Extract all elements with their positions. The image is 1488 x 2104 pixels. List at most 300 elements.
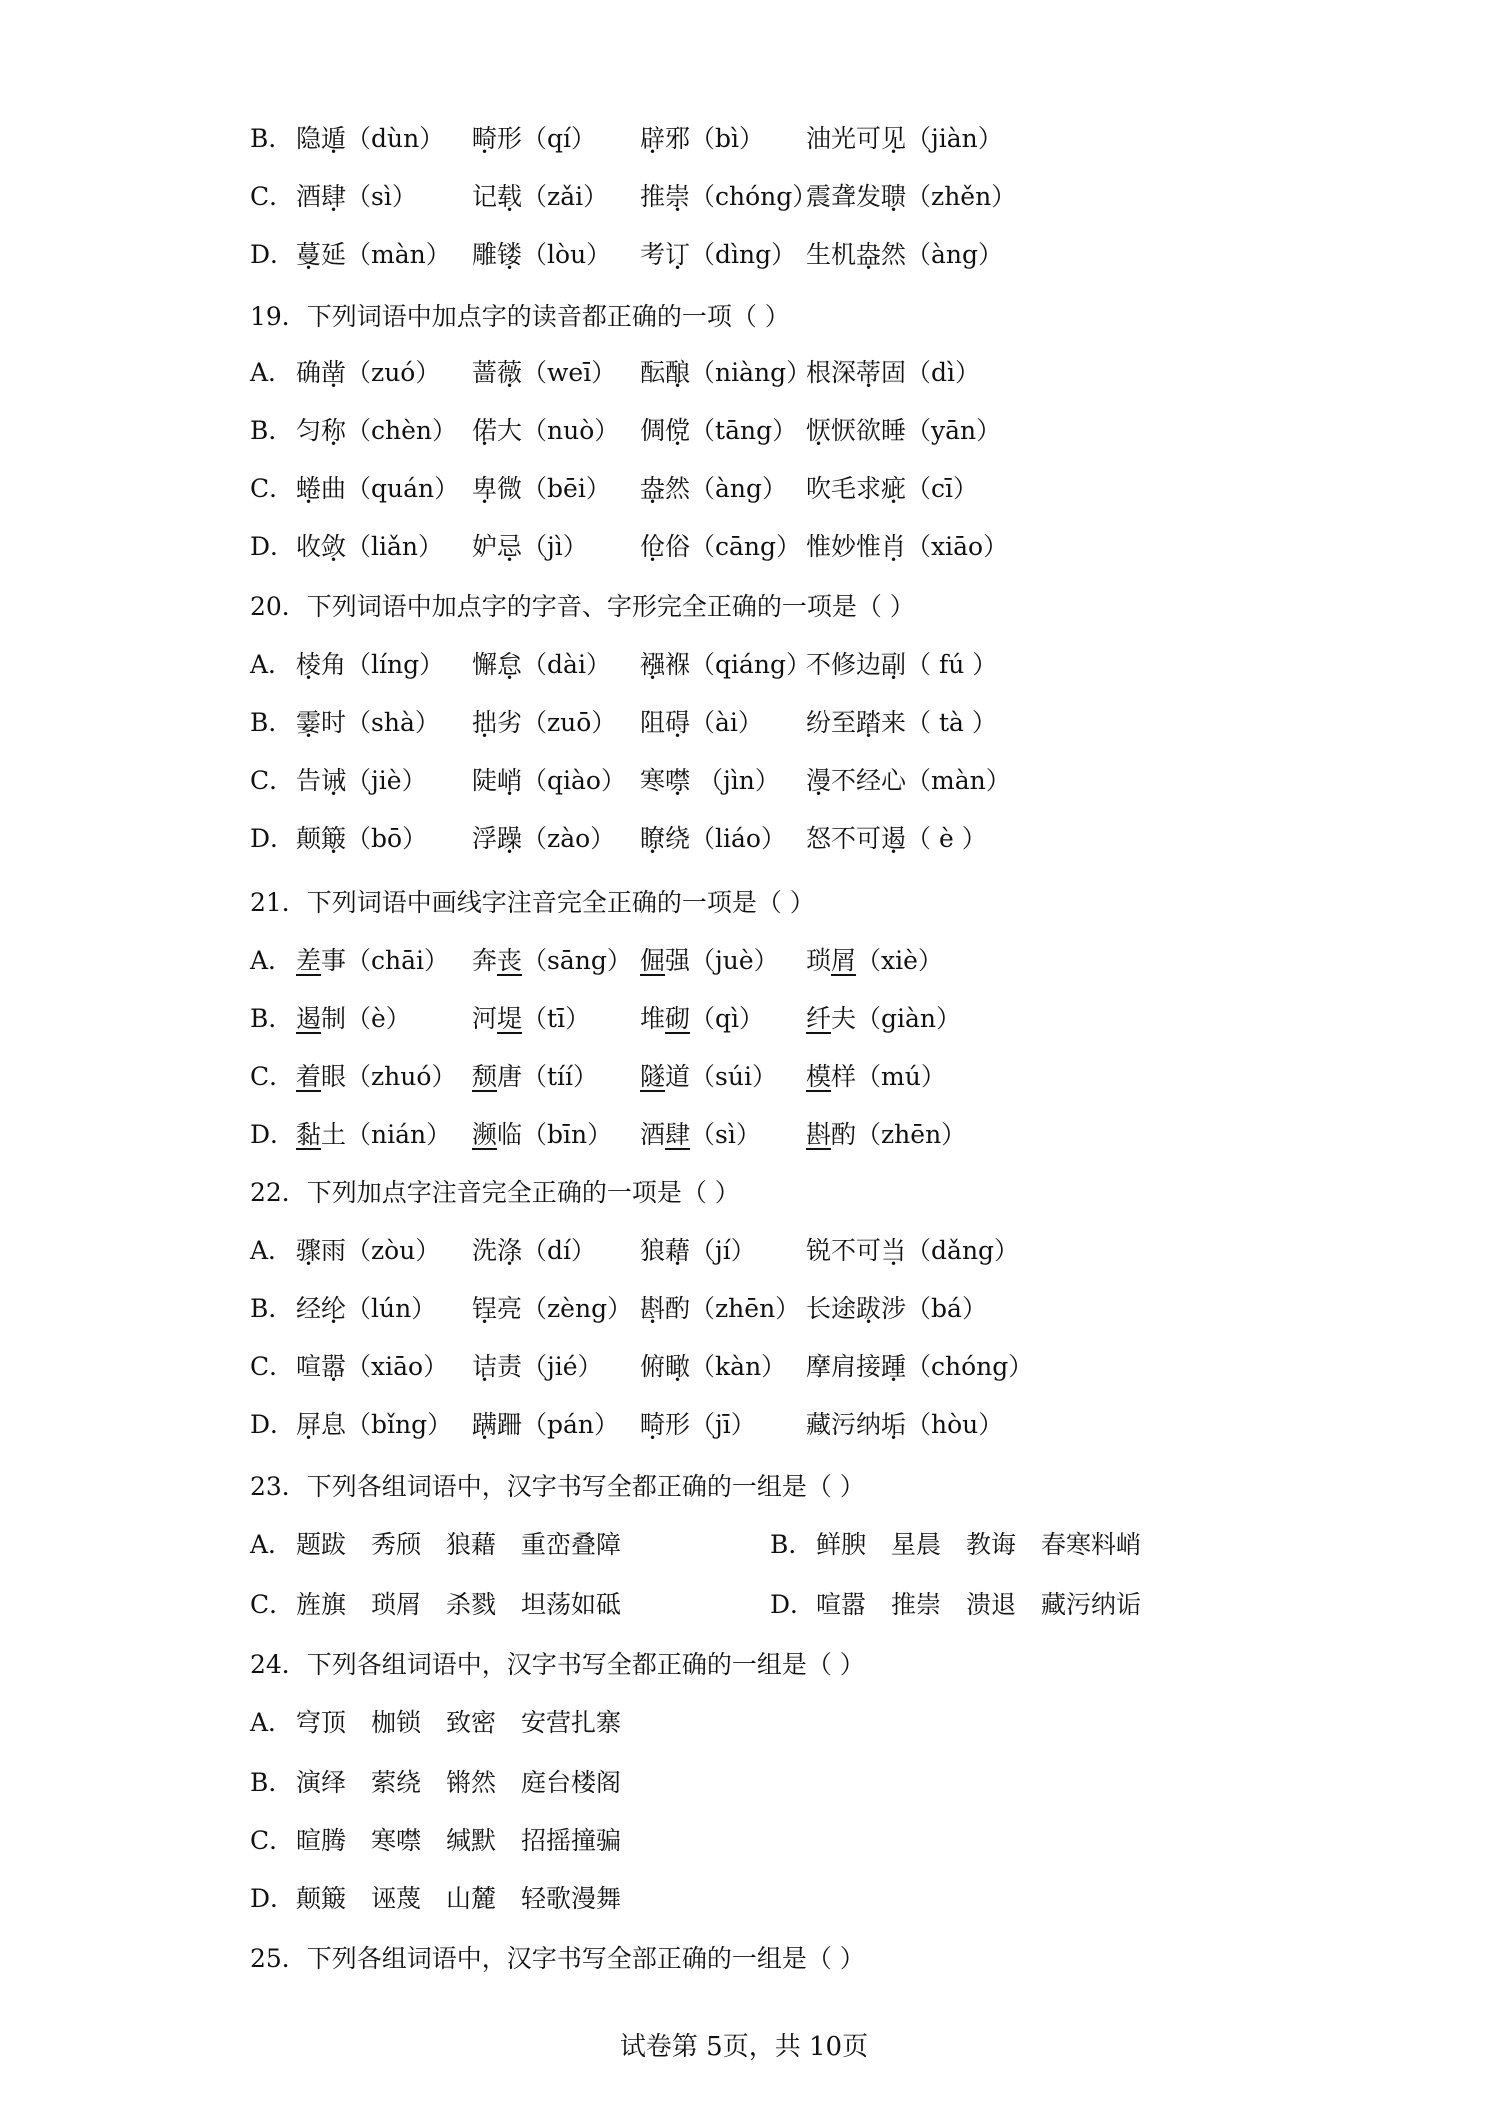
option-letter: C． <box>250 182 295 211</box>
q18-option-b <box>250 122 1003 156</box>
word-suffix-pinyin: （jiè） <box>346 766 427 795</box>
word-prefix: 匀 <box>296 416 322 445</box>
word-item <box>806 764 1011 798</box>
word-item <box>472 1350 603 1384</box>
word-suffix-pinyin: 形（jī） <box>665 1410 756 1439</box>
word-suffix-pinyin: （xiāo） <box>906 532 1009 561</box>
q24-option-c-text: 暄腾 寒噤 缄默 招摇撞骗 <box>296 1826 622 1855</box>
q23-stem: 23．下列各组词语中，汉字书写全都正确的一组是（ ） <box>250 1472 865 1501</box>
word-item <box>806 122 1003 156</box>
word-item <box>296 944 449 978</box>
word-item <box>296 238 451 272</box>
word-suffix-pinyin: （cī） <box>906 474 979 503</box>
word-suffix-pinyin: 来（ tà ） <box>881 708 997 737</box>
q25-stem: 25．下列各组词语中，汉字书写全部正确的一组是（ ） <box>250 1944 865 1973</box>
word-item <box>296 764 427 798</box>
word-suffix-pinyin: 责（jié） <box>497 1352 603 1381</box>
word-suffix-pinyin: （jì） <box>522 532 588 561</box>
dotted-char: 怠 <box>497 650 523 679</box>
dotted-char: 锃 <box>472 1294 498 1323</box>
word-suffix-pinyin: 延（màn） <box>321 240 451 269</box>
dotted-char: 镂 <box>497 240 523 269</box>
word-suffix-pinyin: （sāng） <box>522 946 632 975</box>
q23-option-b-letter: B． <box>770 1530 814 1559</box>
dotted-char: 偌 <box>472 416 498 445</box>
word-suffix-pinyin: （chèn） <box>346 416 458 445</box>
option-letter: A． <box>250 650 294 679</box>
dotted-char: 踏 <box>856 708 882 737</box>
word-suffix-pinyin: 临（bīn） <box>497 1120 613 1149</box>
dotted-char: 见 <box>881 124 907 153</box>
word-item <box>296 1350 448 1384</box>
word-prefix: 酒 <box>640 1120 666 1149</box>
word-suffix-pinyin: （sì） <box>690 1120 761 1149</box>
word-item <box>806 1234 1019 1268</box>
word-suffix-pinyin: （qiào） <box>522 766 626 795</box>
underlined-char: 屑 <box>831 946 857 975</box>
word-item <box>472 1118 612 1152</box>
dotted-char: 瞰 <box>665 1352 691 1381</box>
option-letter: B． <box>250 708 294 737</box>
word-item <box>472 1002 590 1036</box>
word-prefix: 收 <box>296 532 322 561</box>
word-prefix: 确 <box>296 358 322 387</box>
word-prefix: 倜 <box>640 416 666 445</box>
word-prefix: 锐不可 <box>806 1236 882 1265</box>
dotted-char: 蜷 <box>296 474 322 503</box>
word-suffix-pinyin: 夫（giàn） <box>831 1004 962 1033</box>
word-prefix: 震聋发 <box>806 182 882 211</box>
word-prefix: 纷至 <box>806 708 857 737</box>
word-suffix-pinyin: 亮（zèng） <box>497 1294 633 1323</box>
page-footer: 试卷第 5页，共 10页 <box>619 2032 869 2062</box>
dotted-char: 称 <box>321 416 347 445</box>
word-item <box>472 1292 632 1326</box>
word-suffix-pinyin: 邪（bì） <box>665 124 765 153</box>
word-item <box>296 122 444 156</box>
q24-option-d <box>250 1882 621 1916</box>
word-suffix-pinyin: （zhěn） <box>906 182 1017 211</box>
word-item <box>472 822 615 856</box>
dotted-char: 诫 <box>321 766 347 795</box>
word-suffix-pinyin: 绕（liáo） <box>665 824 786 853</box>
word-prefix: 陡 <box>472 766 498 795</box>
word-item <box>640 472 787 506</box>
word-item <box>472 180 608 214</box>
dotted-char: 副 <box>881 650 907 679</box>
dotted-char: 涤 <box>497 1236 523 1265</box>
word-prefix: 浮 <box>472 824 498 853</box>
underlined-char: 差 <box>296 946 322 975</box>
word-suffix-pinyin: （sì） <box>346 182 417 211</box>
dotted-char: 载 <box>497 182 523 211</box>
word-item <box>296 1292 436 1326</box>
dotted-char: 敛 <box>321 532 347 561</box>
word-item <box>806 238 1003 272</box>
word-suffix-pinyin: （dùn） <box>346 124 445 153</box>
dotted-char: 辟 <box>640 124 666 153</box>
word-suffix-pinyin: 唐（tíí） <box>497 1062 599 1091</box>
dotted-char: 盎 <box>856 240 882 269</box>
word-prefix: 琐 <box>806 946 832 975</box>
word-prefix: 推 <box>640 182 666 211</box>
q19-option-d <box>250 530 1009 564</box>
word-prefix: 寒 <box>640 766 666 795</box>
word-item <box>472 944 632 978</box>
option-letter: B． <box>250 416 294 445</box>
dotted-char: 簸 <box>321 824 347 853</box>
word-suffix-pinyin: （bō） <box>346 824 428 853</box>
word-prefix: 雕 <box>472 240 498 269</box>
q21-option-c <box>250 1060 946 1094</box>
word-item <box>640 1292 800 1326</box>
dotted-char: 瞭 <box>640 824 666 853</box>
word-item <box>640 944 779 978</box>
word-item <box>640 1118 761 1152</box>
option-letter: A． <box>250 358 294 387</box>
word-prefix: 隐 <box>296 124 322 153</box>
q24-option-a-letter: A． <box>250 1708 294 1737</box>
word-suffix-pinyin: 雨（zòu） <box>321 1236 441 1265</box>
dotted-char: 聩 <box>881 182 907 211</box>
dotted-char: 踵 <box>881 1352 907 1381</box>
word-suffix-pinyin: 不经心（màn） <box>831 766 1011 795</box>
q19-option-a <box>250 356 981 390</box>
word-item <box>806 1350 1033 1384</box>
word-item <box>640 414 797 448</box>
option-letter: D． <box>250 532 296 561</box>
word-item <box>296 414 457 448</box>
word-suffix-pinyin: 息（bǐng） <box>321 1410 453 1439</box>
dotted-char: 屏 <box>296 1410 322 1439</box>
q19-stem: 19．下列词语中加点字的读音都正确的一项（ ） <box>250 302 790 331</box>
underlined-char: 砌 <box>665 1004 691 1033</box>
word-prefix: 阻 <box>640 708 666 737</box>
q20-option-a <box>250 648 998 682</box>
q20-option-c <box>250 764 1011 798</box>
q19-option-b <box>250 414 1002 448</box>
underlined-char: 堤 <box>497 1004 523 1033</box>
word-suffix-pinyin: （qì） <box>690 1004 765 1033</box>
dotted-char: 垢 <box>881 1410 907 1439</box>
word-suffix-pinyin: （tī） <box>522 1004 591 1033</box>
underlined-char: 黏 <box>296 1120 322 1149</box>
word-item <box>806 356 980 390</box>
dotted-char: 纶 <box>321 1294 347 1323</box>
q20-option-b <box>250 706 997 740</box>
dotted-char: 藉 <box>665 1236 691 1265</box>
underlined-char: 模 <box>806 1062 832 1091</box>
word-suffix-pinyin: （niàng） <box>690 358 812 387</box>
q23-option-c-letter: C． <box>250 1590 295 1619</box>
word-prefix: 经 <box>296 1294 322 1323</box>
word-prefix: 奔 <box>472 946 498 975</box>
underlined-char: 丧 <box>497 946 523 975</box>
dotted-char: 嚣 <box>321 1352 347 1381</box>
word-prefix: 油光可 <box>806 124 882 153</box>
underlined-char: 隧 <box>640 1062 666 1091</box>
q23-option-d-letter: D． <box>770 1590 816 1619</box>
q22-option-d <box>250 1408 1004 1442</box>
q23-row-2 <box>250 1588 1142 1622</box>
word-prefix: 颠 <box>296 824 322 853</box>
word-suffix-pinyin: 劣（zuō） <box>497 708 617 737</box>
word-suffix-pinyin: 然（àng） <box>881 240 1004 269</box>
word-item <box>472 356 616 390</box>
word-suffix-pinyin: （chóng） <box>906 1352 1034 1381</box>
word-item <box>472 1060 598 1094</box>
q24-option-b-letter: B． <box>250 1768 294 1797</box>
word-suffix-pinyin: （jí） <box>690 1236 756 1265</box>
dotted-char: 肆 <box>321 182 347 211</box>
word-suffix-pinyin: （xiāo） <box>346 1352 449 1381</box>
word-item <box>640 1002 764 1036</box>
dotted-char: 恹 <box>806 416 832 445</box>
q19-option-c <box>250 472 979 506</box>
word-suffix-pinyin: 角（líng） <box>321 650 445 679</box>
word-suffix-pinyin: 恹欲睡（yān） <box>831 416 1002 445</box>
underlined-char: 倔 <box>640 946 666 975</box>
word-suffix-pinyin: （lún） <box>346 1294 437 1323</box>
word-item <box>296 1002 411 1036</box>
word-item <box>472 472 611 506</box>
dotted-char: 漫 <box>806 766 832 795</box>
dotted-char: 拙 <box>472 708 498 737</box>
word-suffix-pinyin: 眼（zhuó） <box>321 1062 457 1091</box>
word-item <box>806 648 997 682</box>
option-letter: D． <box>250 1410 296 1439</box>
dotted-char: 躁 <box>497 824 523 853</box>
word-prefix: 俯 <box>640 1352 666 1381</box>
option-letter: B． <box>250 124 294 153</box>
word-prefix: 酒 <box>296 182 322 211</box>
dotted-char: 疵 <box>881 474 907 503</box>
word-suffix-pinyin: （hòu） <box>906 1410 1004 1439</box>
word-item <box>640 1060 777 1094</box>
option-letter: C． <box>250 1062 295 1091</box>
dotted-char: 当 <box>881 1236 907 1265</box>
word-suffix-pinyin: 俗（cāng） <box>665 532 802 561</box>
word-item <box>296 1408 452 1442</box>
q21-stem: 21．下列词语中画线字注音完全正确的一项是（ ） <box>250 888 815 917</box>
q24-option-d-text: 颠簸 诬蔑 山麓 轻歌漫舞 <box>296 1884 622 1913</box>
q22-option-b <box>250 1292 987 1326</box>
word-suffix-pinyin: （ fú ） <box>906 650 998 679</box>
dotted-char: 遁 <box>321 124 347 153</box>
word-suffix-pinyin: 褓（qiáng） <box>665 650 812 679</box>
dotted-char: 诘 <box>472 1352 498 1381</box>
word-item <box>472 1234 596 1268</box>
word-item <box>640 764 780 798</box>
word-suffix-pinyin: （jìn） <box>690 766 780 795</box>
q23-option-a-text: 题跋 秀颀 狼藉 重峦叠障 <box>296 1530 622 1559</box>
word-item <box>806 1060 946 1094</box>
word-suffix-pinyin: （xiè） <box>856 946 943 975</box>
word-item <box>806 944 943 978</box>
word-item <box>806 414 1001 448</box>
underlined-char: 纤 <box>806 1004 832 1033</box>
word-item <box>640 530 801 564</box>
word-prefix: 告 <box>296 766 322 795</box>
word-suffix-pinyin: （zuó） <box>346 358 441 387</box>
word-prefix: 河 <box>472 1004 498 1033</box>
option-letter: C． <box>250 1352 295 1381</box>
q24-option-c-letter: C． <box>250 1826 295 1855</box>
word-item <box>472 122 596 156</box>
q23-option-c-text: 旌旗 琐屑 杀戮 坦荡如砥 <box>296 1590 622 1619</box>
word-item <box>640 238 796 272</box>
word-item <box>472 648 611 682</box>
word-item <box>472 238 611 272</box>
word-suffix-pinyin: （ài） <box>690 708 763 737</box>
word-item <box>806 1292 987 1326</box>
word-item <box>806 530 1008 564</box>
word-item <box>472 764 626 798</box>
word-suffix-pinyin: 跚（pán） <box>497 1410 620 1439</box>
word-suffix-pinyin: （kàn） <box>690 1352 787 1381</box>
word-item <box>472 414 619 448</box>
word-item <box>640 1234 756 1268</box>
dotted-char: 蹒 <box>472 1410 498 1439</box>
dotted-char: 棱 <box>296 650 322 679</box>
dotted-char: 蒂 <box>856 358 882 387</box>
word-suffix-pinyin: （liǎn） <box>346 532 444 561</box>
q22-option-c <box>250 1350 1034 1384</box>
word-suffix-pinyin: （dí） <box>522 1236 597 1265</box>
dotted-char: 骤 <box>296 1236 322 1265</box>
q21-option-a <box>250 944 943 978</box>
word-item <box>296 180 417 214</box>
option-letter: D． <box>250 240 296 269</box>
word-suffix-pinyin: 曲（quán） <box>321 474 460 503</box>
word-suffix-pinyin: 事（chāi） <box>321 946 450 975</box>
word-suffix-pinyin: 制（è） <box>321 1004 411 1033</box>
q18-option-d <box>250 238 1004 272</box>
q23-option-a-letter: A． <box>250 1530 294 1559</box>
dotted-char: 畸 <box>472 124 498 153</box>
underlined-char: 濒 <box>472 1120 498 1149</box>
word-suffix-pinyin: 然（àng） <box>665 474 788 503</box>
word-prefix: 狼 <box>640 1236 666 1265</box>
word-suffix-pinyin: 涉（bá） <box>881 1294 987 1323</box>
word-suffix-pinyin: （dài） <box>522 650 611 679</box>
word-suffix-pinyin: （dǎng） <box>906 1236 1020 1265</box>
option-letter: B． <box>250 1004 294 1033</box>
underlined-char: 斟 <box>806 1120 832 1149</box>
option-letter: C． <box>250 474 295 503</box>
q21-option-b <box>250 1002 962 1036</box>
word-item <box>296 356 440 390</box>
word-item <box>296 1118 451 1152</box>
q24-option-a <box>250 1706 621 1740</box>
word-item <box>640 1408 756 1442</box>
word-item <box>640 1350 786 1384</box>
q22-option-a <box>250 1234 1020 1268</box>
q22-stem: 22．下列加点字注音完全正确的一项是（ ） <box>250 1178 740 1207</box>
word-suffix-pinyin: 酌（zhēn） <box>831 1120 967 1149</box>
word-prefix: 懈 <box>472 650 498 679</box>
word-suffix-pinyin: 固（dì） <box>881 358 981 387</box>
word-suffix-pinyin: （ è ） <box>906 824 987 853</box>
dotted-char: 峭 <box>497 766 523 795</box>
word-item <box>296 472 459 506</box>
word-suffix-pinyin: （tāng） <box>690 416 798 445</box>
word-item <box>472 1408 619 1442</box>
word-prefix: 考 <box>640 240 666 269</box>
word-item <box>806 180 1016 214</box>
dotted-char: 酿 <box>665 358 691 387</box>
word-prefix: 酝 <box>640 358 666 387</box>
word-item <box>806 822 987 856</box>
word-prefix: 堆 <box>640 1004 666 1033</box>
word-prefix: 怒不可 <box>806 824 882 853</box>
word-suffix-pinyin: 土（nián） <box>321 1120 452 1149</box>
word-prefix: 藏污纳 <box>806 1410 882 1439</box>
dotted-char: 伧 <box>640 532 666 561</box>
word-item <box>296 706 440 740</box>
word-item <box>640 706 763 740</box>
q18-option-c <box>250 180 1017 214</box>
word-suffix-pinyin: （zǎi） <box>522 182 609 211</box>
dotted-char: 凿 <box>321 358 347 387</box>
q24-stem: 24．下列各组词语中，汉字书写全都正确的一组是（ ） <box>250 1650 865 1679</box>
word-prefix: 洗 <box>472 1236 498 1265</box>
option-letter: A． <box>250 946 294 975</box>
dotted-char: 肖 <box>881 532 907 561</box>
word-prefix: 吹毛求 <box>806 474 882 503</box>
q21-option-d <box>250 1118 967 1152</box>
word-item <box>296 530 443 564</box>
q24-option-b-text: 演绎 萦绕 锵然 庭台楼阁 <box>296 1768 622 1797</box>
dotted-char: 碍 <box>665 708 691 737</box>
dotted-char: 斟 <box>640 1294 666 1323</box>
q24-option-d-letter: D． <box>250 1884 296 1913</box>
word-suffix-pinyin: 时（shà） <box>321 708 440 737</box>
word-suffix-pinyin: （dìng） <box>690 240 797 269</box>
word-item <box>806 706 997 740</box>
word-item <box>472 706 616 740</box>
q20-option-d <box>250 822 987 856</box>
word-prefix: 蔷 <box>472 358 498 387</box>
word-suffix-pinyin: 强（juè） <box>665 946 779 975</box>
dotted-char: 遏 <box>881 824 907 853</box>
dotted-char: 订 <box>665 240 691 269</box>
dotted-char: 襁 <box>640 650 666 679</box>
word-suffix-pinyin: （lòu） <box>522 240 612 269</box>
word-item <box>640 180 817 214</box>
word-prefix: 生机 <box>806 240 857 269</box>
dotted-char: 崇 <box>665 182 691 211</box>
q24-option-a-text: 穹顶 枷锁 致密 安营扎寨 <box>296 1708 622 1737</box>
word-prefix: 根深 <box>806 358 857 387</box>
word-item <box>296 1060 456 1094</box>
word-item <box>640 122 764 156</box>
option-letter: A． <box>250 1236 294 1265</box>
option-letter: B． <box>250 1294 294 1323</box>
q23-option-d-text: 喧嚣 推崇 溃退 藏污纳诟 <box>816 1590 1142 1619</box>
word-item <box>640 648 811 682</box>
word-suffix-pinyin: 形（qí） <box>497 124 597 153</box>
underlined-char: 遏 <box>296 1004 322 1033</box>
dotted-char: 霎 <box>296 708 322 737</box>
q23-option-b-text: 鲜腴 星晨 教诲 春寒料峭 <box>816 1530 1142 1559</box>
word-suffix-pinyin: （zào） <box>522 824 616 853</box>
word-item <box>296 822 427 856</box>
underlined-char: 肆 <box>665 1120 691 1149</box>
word-suffix-pinyin: 样（mú） <box>831 1062 946 1091</box>
word-prefix: 摩肩接 <box>806 1352 882 1381</box>
word-suffix-pinyin: 微（bēi） <box>497 474 611 503</box>
